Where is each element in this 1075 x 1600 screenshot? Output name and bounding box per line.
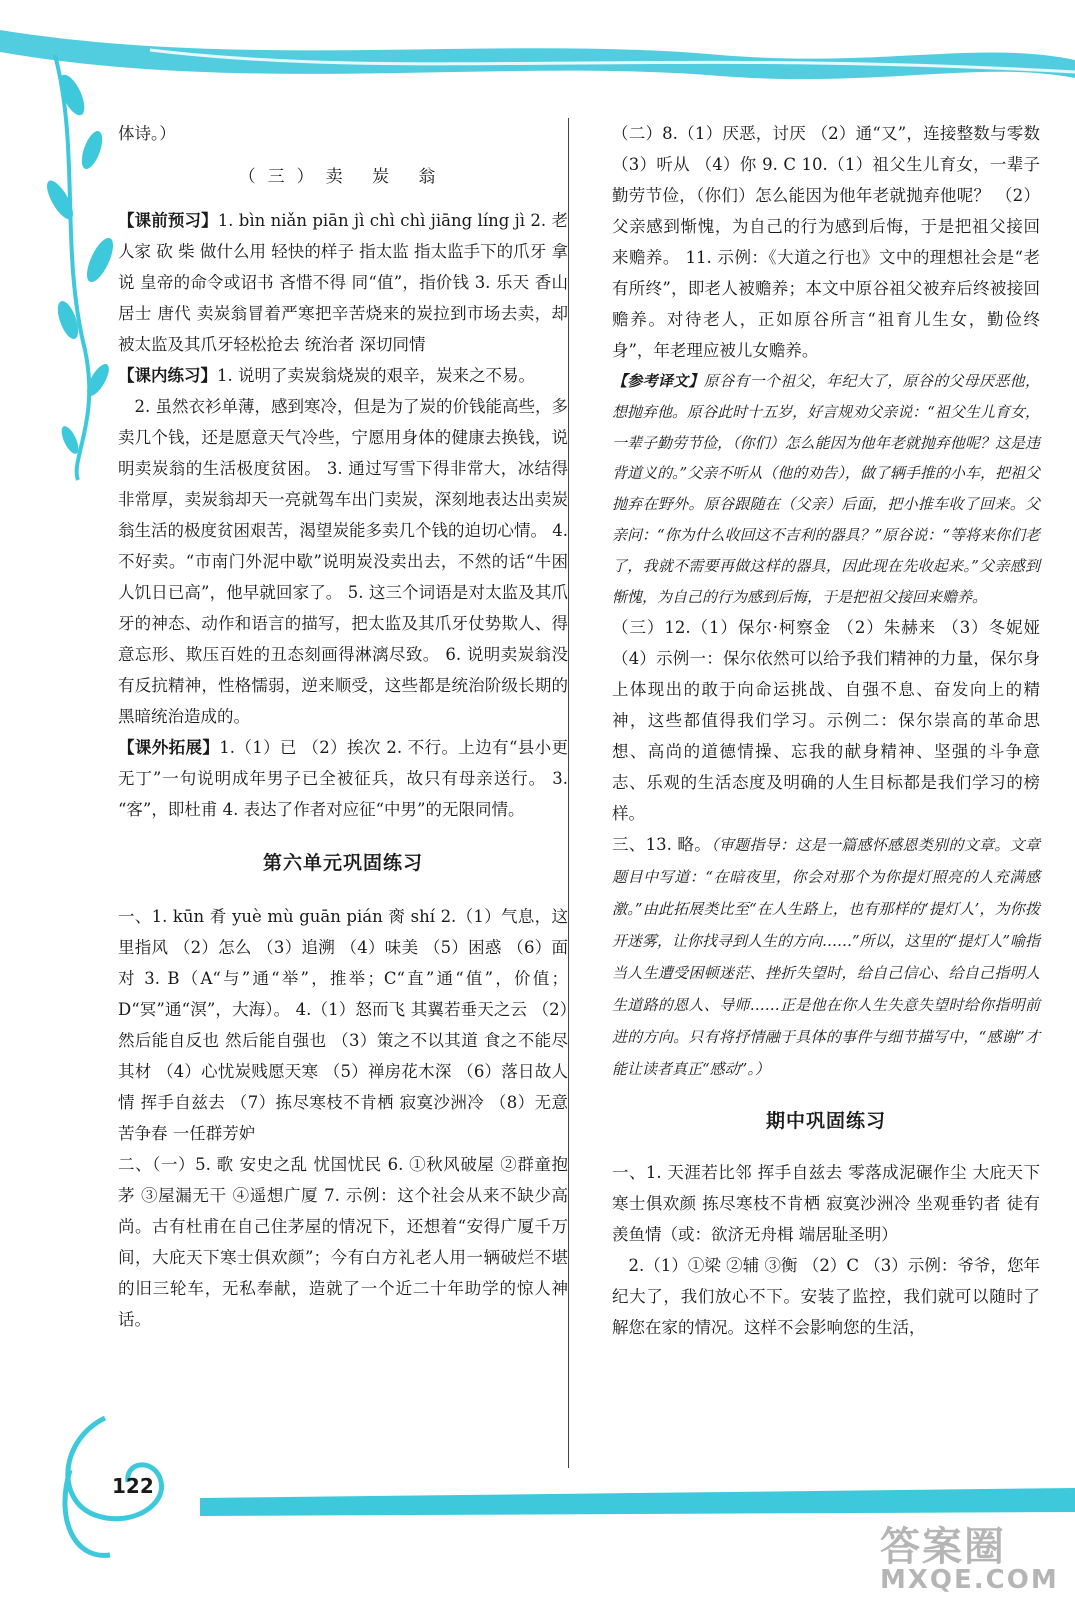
reference-tag: 【参考译文】 xyxy=(612,372,704,390)
bottom-band xyxy=(200,1488,1075,1516)
midterm-part-1: 一、1. 天涯若比邻 挥手自兹去 零落成泥碾作尘 大庇天下寒士俱欢颜 拣尽寒枝不肯栖 寂寞沙洲冷 坐观垂钓者 徒有羡鱼情（或：欲济无舟楫 端居耻圣明） xyxy=(612,1163,1040,1245)
extension-text: 1.（1）已 （2）挨次 2. 不行。上边有“县小更无丁”一句说明成年男子已全被征兵，故只有母亲送行。 3. “客”，即杜甫 4. 表达了作者对应征“中男”的无限同情。 xyxy=(118,738,568,819)
in-class-tag: 【课内练习】 xyxy=(118,366,217,385)
midterm-title: 期中巩固练习 xyxy=(765,1110,886,1133)
lesson-title: （三）卖 炭 翁 xyxy=(238,167,448,187)
top-wave-band xyxy=(0,30,1075,79)
right-column xyxy=(612,118,1040,1343)
unit-six-part-1: 一、1. kūn 肴 yuè mù guān pián 脔 shí 2.（1）气息，这里指风 （2）怎么 （3）追溯 （4）味美 （5）困惑 （6）面对 3. B（A“与”通“举”，推举；C“直”通“值”，价值；D“冥”通“溟”，大海）。 4.（1）怒而飞 其翼若垂天之云 （2）然后能自反也 然后能自强也 （3）策之不以其道 食之不能尽其材 （4）心忧炭贱愿天寒 （5）禅房花木深 （6）落日故人情 挥手自兹去 （7）拣尽寒枝不肯栖 寂寞沙洲冷 （8）无意苦争春 一任群芳妒 xyxy=(118,907,568,1143)
composition-answer: 三、13. 略。 xyxy=(612,835,712,855)
pre-study-section xyxy=(118,205,568,360)
in-class-section xyxy=(118,360,568,391)
extension-section xyxy=(118,732,568,825)
composition-guidance: （审题指导：这是一篇感怀感恩类别的文章。文章题目中写道：“在暗夜里，你会对那个为你提灯照亮的人充满感激。”由此拓展类比至“在人生路上，也有那样的‘提灯人’，为你拨开迷雾，让你找寻到人生的方向……”所以，这里的“提灯人”喻指当人生遭受困顿迷茫、挫折失望时，给自己信心、给自己指明人生道路的恩人、导师……正是他在你人生失意失望时给你指明前进的方向。只有将抒情融于具体的事件与细节描写中，“感谢”才能让读者真正“感动”。） xyxy=(612,836,1041,1079)
pre-study-tag: 【课前预习】 xyxy=(118,211,218,230)
watermark xyxy=(880,1515,1070,1600)
watermark-url: MXQE.COM xyxy=(880,1565,1059,1595)
reference-translation xyxy=(612,366,1040,612)
reference-text: 原谷有一个祖父，年纪大了，原谷的父母厌恶他，想抛弃他。原谷此时十五岁，好言规劝父亲说：“祖父生儿育女，一辈子勤劳节俭，（你们）怎么能因为他年老就抛弃他呢？这是违背道义的。”父亲不听从（他的劝告），做了辆手推的小车，把祖父抛弃在野外。原谷跟随在（父亲）后面，把小推车收了回来。父亲问：“你为什么收回这不吉利的器具？”原谷说：“等将来你们老了，我就不需要再做这样的器具，因此现在先收起来。”父亲感到惭愧，为自己的行为感到后悔，于是把祖父接回来赡养。 xyxy=(612,372,1041,606)
unit-six-title: 第六单元巩固练习 xyxy=(262,852,423,874)
midterm-part-2: 2.（1）①梁 ②辅 ③衡 （2）C （3）示例：爷爷，您年纪大了，我们放心不下。安装了监控，我们就可以随时了解您在家的情况。这样不会影响您的生活， xyxy=(612,1256,1040,1338)
vine-stem xyxy=(55,55,89,480)
continued-text: 体诗。） xyxy=(118,124,176,143)
page-number: 122 xyxy=(112,1474,154,1498)
extension-tag: 【课外拓展】 xyxy=(118,738,220,757)
answers-part-2: （二）8.（1）厌恶，讨厌 （2）通“又”，连接整数与零数 （3）听从 （4）你 9. C 10.（1）祖父生儿育女，一辈子勤劳节俭，（你们）怎么能因为他年老就抛弃他呢？ （2）父亲感到惭愧，为自己的行为感到后悔，于是把祖父接回来赡养。 11. 示例：《大道之行也》文中的理想社会是“老有所终”，即老人被赡养；本文中原谷祖父被弃后终被接回赡养。对待老人，正如原谷所言“祖育儿生女，勤俭终身”，年老理应被儿女赡养。 xyxy=(612,124,1040,360)
answers-part-composition xyxy=(612,829,1040,1085)
left-column xyxy=(118,118,568,1335)
column-divider xyxy=(568,118,569,1468)
in-class-text-1: 1. 说明了卖炭翁烧炭的艰辛，炭来之不易。 xyxy=(217,366,535,385)
watermark-logo-text: 答案圈 xyxy=(880,1524,1006,1570)
in-class-text-2: 2. 虽然衣衫单薄，感到寒冷，但是为了炭的价钱能高些，多卖几个钱，还是愿意天气冷些，宁愿用身体的健康去换钱，说明卖炭翁的生活极度贫困。 3. 通过写雪下得非常大，冰结得非常厚，卖炭翁却天一亮就驾车出门卖炭，深刻地表达出卖炭翁生活的极度贫困艰苦，渴望炭能多卖几个钱的迫切心情。 4. 不好卖。“市南门外泥中歇”说明炭没卖出去，不然的话“牛困人饥日已高”，他早就回家了。 5. 这三个词语是对太监及其爪牙的神态、动作和语言的描写，把太监及其爪牙仗势欺人、得意忘形、欺压百姓的丑态刻画得淋漓尽致。 6. 说明卖炭翁没有反抗精神，性格懦弱，逆来顺受，这些都是统治阶级长期的黑暗统治造成的。 xyxy=(118,397,568,726)
answers-part-3: （三）12.（1）保尔·柯察金 （2）朱赫来 （3）冬妮娅 （4）示例一：保尔依然可以给予我们精神的力量，保尔身上体现出的敢于向命运挑战、自强不息、奋发向上的精神，这些都值得我们学习。示例二：保尔崇高的革命思想、高尚的道德情操、忘我的献身精神、坚强的斗争意志、乐观的生活态度及明确的人生目标都是我们学习的榜样。 xyxy=(612,618,1040,824)
pre-study-text: 1. bìn niǎn piān jì chì chì jiāng líng jì 2. 老人家 砍 柴 做什么用 轻快的样子 指太监 指太监手下的爪牙 拿 说 皇帝的命令或诏书 吝惜不得 同“值”，指价钱 3. 乐天 香山居士 唐代 卖炭翁冒着严寒把辛苦烧来的炭拉到市场去卖，却被太监及其爪牙轻松抢去 统治者 深切同情 xyxy=(118,211,568,354)
unit-six-part-2: 二、（一）5. 歌 安史之乱 忧国忧民 6. ①秋风破屋 ②群童抱茅 ③屋漏无干 ④遥想广厦 7. 示例：这个社会从来不缺少高尚。古有杜甫在自己住茅屋的情况下，还想着“安得广厦千万间，大庇天下寒士俱欢颜”；今有白方礼老人用一辆破烂不堪的旧三轮车，无私奉献，造就了一个近二十年助学的惊人神话。 xyxy=(118,1155,568,1329)
